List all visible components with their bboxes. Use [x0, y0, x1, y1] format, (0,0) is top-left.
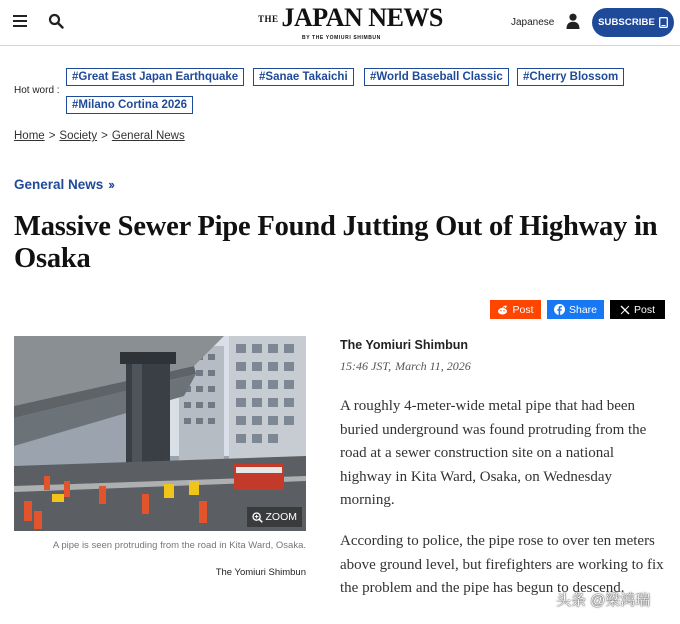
logo-subtitle: BY THE YOMIURI SHIMBUN: [302, 35, 381, 41]
facebook-share-button[interactable]: [547, 300, 604, 319]
article-byline: The Yomiuri Shimbun: [340, 338, 469, 352]
watermark: 头条 @梁鸿瑞: [556, 592, 651, 609]
reddit-share-label: Post: [512, 303, 534, 316]
facebook-share-label: Share: [568, 303, 598, 316]
external-link-icon: [659, 17, 668, 28]
search-icon[interactable]: [48, 13, 64, 29]
article-time: 15:46 JST,: [340, 359, 392, 373]
zoom-icon: [252, 512, 263, 523]
hot-word-tag[interactable]: #World Baseball Classic: [364, 68, 509, 86]
reddit-icon: [497, 305, 508, 315]
article-photo[interactable]: [14, 336, 306, 531]
user-icon[interactable]: [566, 13, 580, 29]
article-dateline: [340, 359, 471, 374]
hot-word-tag[interactable]: #Cherry Blossom: [517, 68, 624, 86]
x-share-label: Post: [633, 303, 655, 316]
breadcrumb: [14, 130, 185, 142]
article-paragraph: According to police, the pipe rose to over ten meters above ground level, but firefighters are working to fix the problem and the pipe has begun to descend.: [340, 533, 664, 596]
subscribe-label: SUBSCRIBE: [598, 17, 655, 28]
x-share-button[interactable]: [610, 300, 665, 319]
site-header: [0, 0, 680, 46]
breadcrumb-society[interactable]: Society: [59, 130, 98, 142]
subscribe-button[interactable]: [592, 8, 674, 37]
sewer-pipe-photo-illustration: [14, 336, 306, 531]
double-chevron-right-icon: ››: [108, 177, 113, 192]
article-paragraph: A roughly 4-meter-wide metal pipe that had been buried underground was found protruding from the road at a sewer construction site on a national highway in Kita Ward, Osaka, on Wednesday morning.: [340, 398, 647, 508]
hot-word-tag[interactable]: #Great East Japan Earthquake: [66, 68, 244, 86]
language-link[interactable]: Japanese: [511, 17, 555, 28]
facebook-icon: [554, 304, 565, 315]
breadcrumb-general-news[interactable]: General News: [111, 130, 185, 142]
hot-word-tag[interactable]: #Milano Cortina 2026: [66, 96, 193, 114]
reddit-share-button[interactable]: [490, 300, 541, 319]
photo-credit: The Yomiuri Shimbun: [215, 567, 306, 578]
x-logo-icon: [620, 305, 630, 315]
category-label: General News: [14, 177, 104, 192]
breadcrumb-separator: >: [48, 130, 56, 142]
site-logo[interactable]: [258, 3, 443, 41]
hot-word-label: Hot word :: [14, 85, 60, 96]
menu-icon[interactable]: [13, 15, 27, 27]
logo-the: THE: [258, 14, 279, 24]
article-headline: Massive Sewer Pipe Found Jutting Out of Highway in Osaka: [14, 211, 658, 274]
logo-main-text: JAPAN NEWS: [281, 3, 443, 32]
photo-caption: A pipe is seen protruding from the road in Kita Ward, Osaka.: [52, 540, 306, 551]
zoom-label: ZOOM: [265, 511, 297, 523]
category-link[interactable]: [14, 177, 113, 192]
article-date: March 11, 2026: [395, 359, 471, 373]
breadcrumb-separator: >: [101, 130, 108, 142]
zoom-button[interactable]: [247, 507, 303, 527]
breadcrumb-home[interactable]: Home: [14, 130, 45, 142]
hot-word-tag[interactable]: #Sanae Takaichi: [253, 68, 354, 86]
